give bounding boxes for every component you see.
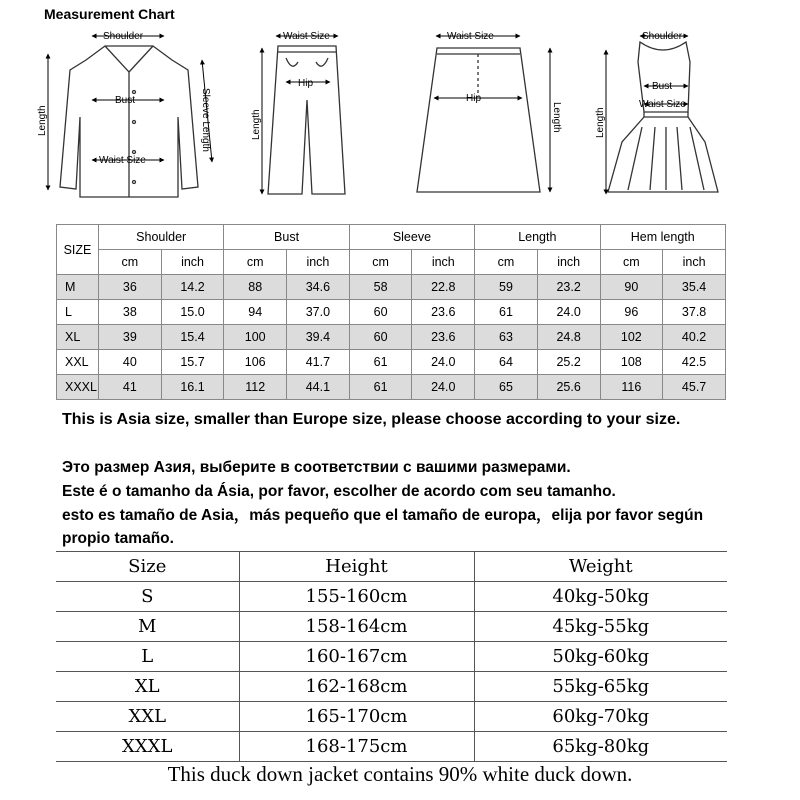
table-row (56, 672, 727, 702)
size-cell: XXXL (57, 375, 99, 400)
value-cell: 94 (224, 300, 287, 325)
unit-header: cm (224, 250, 287, 275)
footer-note: This duck down jacket contains 90% white duck down. (167, 762, 633, 786)
table-row (57, 375, 726, 400)
size-cell: S (56, 582, 239, 612)
height-col-header: Height (239, 552, 474, 582)
illustration-labels (37, 31, 686, 166)
size-table (56, 551, 727, 762)
size-cell: M (57, 275, 99, 300)
value-cell: 23.6 (412, 300, 475, 325)
skirt-length-label: Length (551, 102, 562, 133)
value-cell: 23.6 (412, 325, 475, 350)
note-portuguese: Este é o tamanho da Ásia, por favor, escolher de acordo com seu tamanho. (62, 483, 616, 500)
table-row (57, 300, 726, 325)
value-cell: 42.5 (663, 350, 726, 375)
group-header: Length (475, 225, 600, 250)
value-cell: 14.2 (161, 275, 224, 300)
pants-hip-label: Hip (298, 78, 314, 89)
value-cell: 41.7 (287, 350, 350, 375)
value-cell: 22.8 (412, 275, 475, 300)
value-cell: 64 (475, 350, 538, 375)
weight-cell: 45kg-55kg (474, 612, 727, 642)
shirt-length-label: Length (37, 105, 48, 136)
value-cell: 108 (600, 350, 663, 375)
value-cell: 63 (475, 325, 538, 350)
value-cell: 59 (475, 275, 538, 300)
unit-header: inch (287, 250, 350, 275)
value-cell: 39.4 (287, 325, 350, 350)
value-cell: 40 (99, 350, 162, 375)
size-cell: XXL (56, 702, 239, 732)
group-header: Hem length (600, 225, 726, 250)
value-cell: 44.1 (287, 375, 350, 400)
table-row (57, 275, 726, 300)
size-cell: L (56, 642, 239, 672)
value-cell: 25.2 (537, 350, 600, 375)
weight-cell: 40kg-50kg (474, 582, 727, 612)
height-cell: 160-167cm (239, 642, 474, 672)
value-cell: 23.2 (537, 275, 600, 300)
weight-col-header: Weight (474, 552, 727, 582)
size-cell: M (56, 612, 239, 642)
value-cell: 61 (349, 375, 412, 400)
unit-header: cm (349, 250, 412, 275)
size-cell: XL (57, 325, 99, 350)
size-header: SIZE (57, 225, 99, 275)
value-cell: 15.7 (161, 350, 224, 375)
value-cell: 61 (349, 350, 412, 375)
value-cell: 39 (99, 325, 162, 350)
group-header: Sleeve (349, 225, 474, 250)
unit-header: inch (537, 250, 600, 275)
size-col-header: Size (56, 552, 239, 582)
value-cell: 24.0 (537, 300, 600, 325)
size-cell: XXXL (56, 732, 239, 762)
value-cell: 102 (600, 325, 663, 350)
pants-drawing (268, 46, 345, 194)
size-cell: L (57, 300, 99, 325)
table-row (56, 582, 727, 612)
shirt-waist-label: Waist Size (99, 155, 146, 166)
height-cell: 165-170cm (239, 702, 474, 732)
value-cell: 65 (475, 375, 538, 400)
value-cell: 100 (224, 325, 287, 350)
table-row (56, 702, 727, 732)
value-cell: 38 (99, 300, 162, 325)
size-cell: XXL (57, 350, 99, 375)
unit-header: inch (161, 250, 224, 275)
shirt-drawing (60, 46, 198, 197)
value-cell: 61 (475, 300, 538, 325)
note-english: This is Asia size, smaller than Europe size, please choose according to your size. (62, 411, 681, 428)
unit-header: cm (99, 250, 162, 275)
unit-header: inch (412, 250, 475, 275)
dress-shoulder-label: Shoulder (642, 31, 683, 42)
height-cell: 158-164cm (239, 612, 474, 642)
value-cell: 96 (600, 300, 663, 325)
value-cell: 37.0 (287, 300, 350, 325)
garment-illustrations (0, 22, 800, 217)
table-row (56, 642, 727, 672)
value-cell: 35.4 (663, 275, 726, 300)
dress-waist-label: Waist Size (639, 99, 686, 110)
value-cell: 40.2 (663, 325, 726, 350)
pants-length-label: Length (251, 109, 262, 140)
value-cell: 34.6 (287, 275, 350, 300)
note-spanish: esto es tamaño de Asia，más pequeño que el tamaño de europa，elija por favor según propio tamaño. (62, 507, 704, 547)
value-cell: 112 (224, 375, 287, 400)
value-cell: 36 (99, 275, 162, 300)
value-cell: 106 (224, 350, 287, 375)
note-russian: Это размер Азия, выберите в соответствии с вашими размерами. (62, 459, 571, 476)
value-cell: 60 (349, 325, 412, 350)
height-cell: 155-160cm (239, 582, 474, 612)
value-cell: 58 (349, 275, 412, 300)
unit-header: cm (600, 250, 663, 275)
skirt-drawing (417, 48, 540, 192)
pants-waist-label: Waist Size (283, 31, 330, 42)
value-cell: 60 (349, 300, 412, 325)
value-cell: 16.1 (161, 375, 224, 400)
weight-cell: 50kg-60kg (474, 642, 727, 672)
page-title: Measurement Chart (44, 6, 175, 22)
shirt-sleeve-label: Sleeve Length (200, 88, 211, 152)
value-cell: 45.7 (663, 375, 726, 400)
value-cell: 90 (600, 275, 663, 300)
value-cell: 24.0 (412, 375, 475, 400)
dress-bust-label: Bust (652, 81, 673, 92)
value-cell: 24.0 (412, 350, 475, 375)
table-row (56, 612, 727, 642)
skirt-waist-label: Waist Size (447, 31, 494, 42)
value-cell: 41 (99, 375, 162, 400)
value-cell: 37.8 (663, 300, 726, 325)
group-header: Bust (224, 225, 349, 250)
value-cell: 24.8 (537, 325, 600, 350)
value-cell: 25.6 (537, 375, 600, 400)
value-cell: 15.0 (161, 300, 224, 325)
value-cell: 116 (600, 375, 663, 400)
weight-cell: 60kg-70kg (474, 702, 727, 732)
value-cell: 88 (224, 275, 287, 300)
value-cell: 15.4 (161, 325, 224, 350)
shirt-shoulder-label: Shoulder (103, 31, 144, 42)
dress-drawing (608, 42, 718, 192)
table-row (57, 325, 726, 350)
height-cell: 162-168cm (239, 672, 474, 702)
group-header: Shoulder (99, 225, 224, 250)
skirt-hip-label: Hip (466, 93, 482, 104)
table-row (56, 732, 727, 762)
measurement-table (56, 224, 726, 400)
unit-header: inch (663, 250, 726, 275)
unit-header: cm (475, 250, 538, 275)
shirt-bust-label: Bust (115, 95, 136, 106)
weight-cell: 65kg-80kg (474, 732, 727, 762)
dress-length-label: Length (595, 107, 606, 138)
table-row (57, 350, 726, 375)
weight-cell: 55kg-65kg (474, 672, 727, 702)
height-cell: 168-175cm (239, 732, 474, 762)
size-cell: XL (56, 672, 239, 702)
